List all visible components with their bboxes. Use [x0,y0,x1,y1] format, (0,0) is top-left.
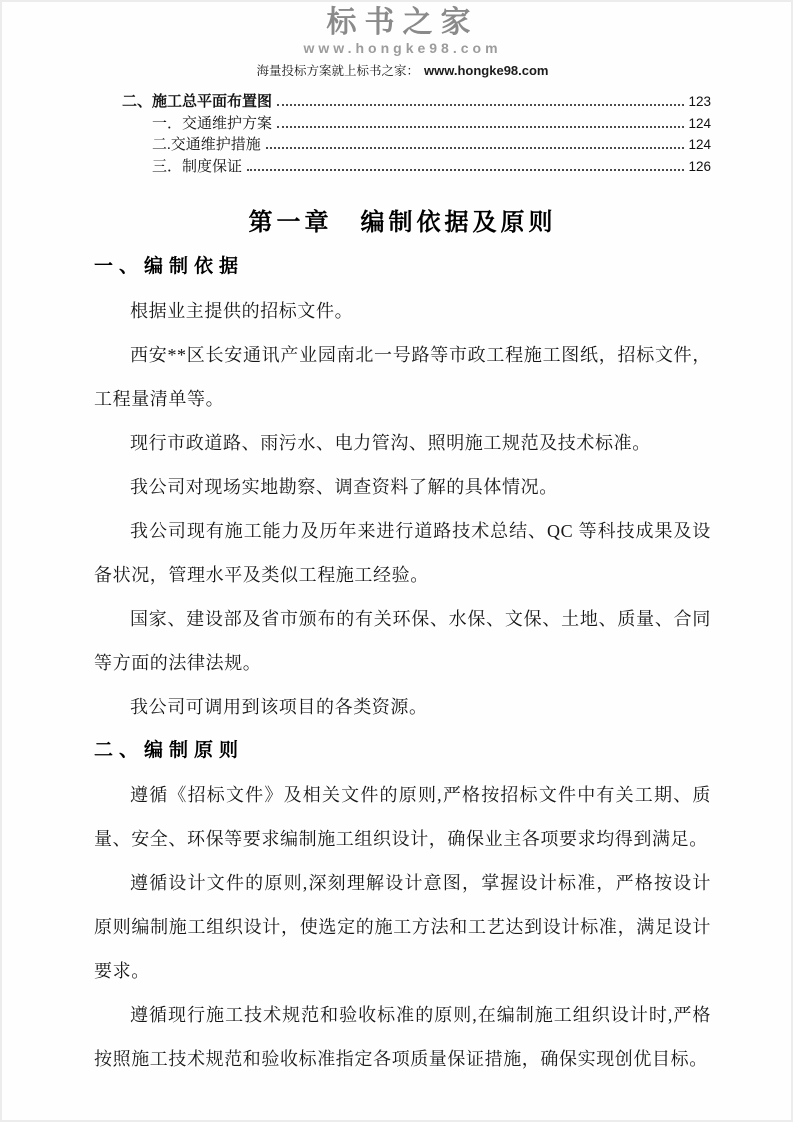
toc-dotted-leader [247,169,684,171]
toc-dotted-leader [277,104,684,106]
tagline-url: www.hongke98.com [424,63,549,78]
toc-entry [122,155,711,177]
chapter-title: 第一章 编制依据及原则 [248,210,557,236]
tagline-label: 海量投标方案就上标书之家： [256,64,419,78]
paragraph: 根据业主提供的招标文件。 [130,301,354,321]
toc-entry-label: 三．制度保证 [152,158,243,175]
paragraph: 西安**区长安通讯产业园南北一号路等市政工程施工图纸，招标文件，工程量清单等。 [94,345,711,409]
paragraph: 我公司对现场实地勘察、调查资料了解的具体情况。 [130,477,558,497]
toc-dotted-leader [277,126,684,128]
site-logo: 标书之家 [326,6,479,39]
toc-entry-label: 二、施工总平面布置图 [122,94,273,110]
toc-page-number: 124 [688,137,711,152]
toc-entry [122,133,711,155]
toc-page-number: 124 [688,115,711,131]
paragraph: 我公司可调用到该项目的各类资源。 [130,697,428,717]
tagline [94,63,711,79]
toc-page-number: 126 [688,158,711,174]
paragraph: 遵循设计文件的原则,深刻理解设计意图，掌握设计标准，严格按设计原则编制施工组织设计，使选定的施工方法和工艺达到设计标准，满足设计要求。 [94,873,711,981]
toc-entry-label: 二.交通维护措施 [152,137,261,153]
toc-dotted-leader [266,147,685,149]
page-content [94,0,711,1081]
logo-url-text: www.hongke98.com [303,40,502,56]
paragraph: 遵循现行施工技术规范和验收标准的原则,在编制施工组织设计时,严格按照施工技术规范和验收标准指定各项质量保证措施，确保实现创优目标。 [94,1005,711,1069]
toc-entry [122,112,711,134]
toc-entry [122,90,711,112]
paragraph: 遵循《招标文件》及相关文件的原则,严格按招标文件中有关工期、质量、安全、环保等要求编制施工组织设计，确保业主各项要求均得到满足。 [94,785,711,849]
paragraph: 国家、建设部及省市颁布的有关环保、水保、文保、土地、质量、合同等方面的法律法规。 [94,609,711,673]
section-heading-bianzhi-yuanze: 二、编制原则 [94,740,245,761]
paragraph: 我公司现有施工能力及历年来进行道路技术总结、QC 等科技成果及设备状况，管理水平及类似工程施工经验。 [94,521,711,585]
table-of-contents [94,90,711,176]
section-heading-bianzhi-yiju: 一、编制依据 [94,256,245,277]
paragraph: 现行市政道路、雨污水、电力管沟、照明施工规范及技术标准。 [130,433,651,453]
toc-page-number: 123 [688,94,711,109]
site-header [94,6,711,79]
toc-entry-label: 一．交通维护方案 [152,115,273,132]
